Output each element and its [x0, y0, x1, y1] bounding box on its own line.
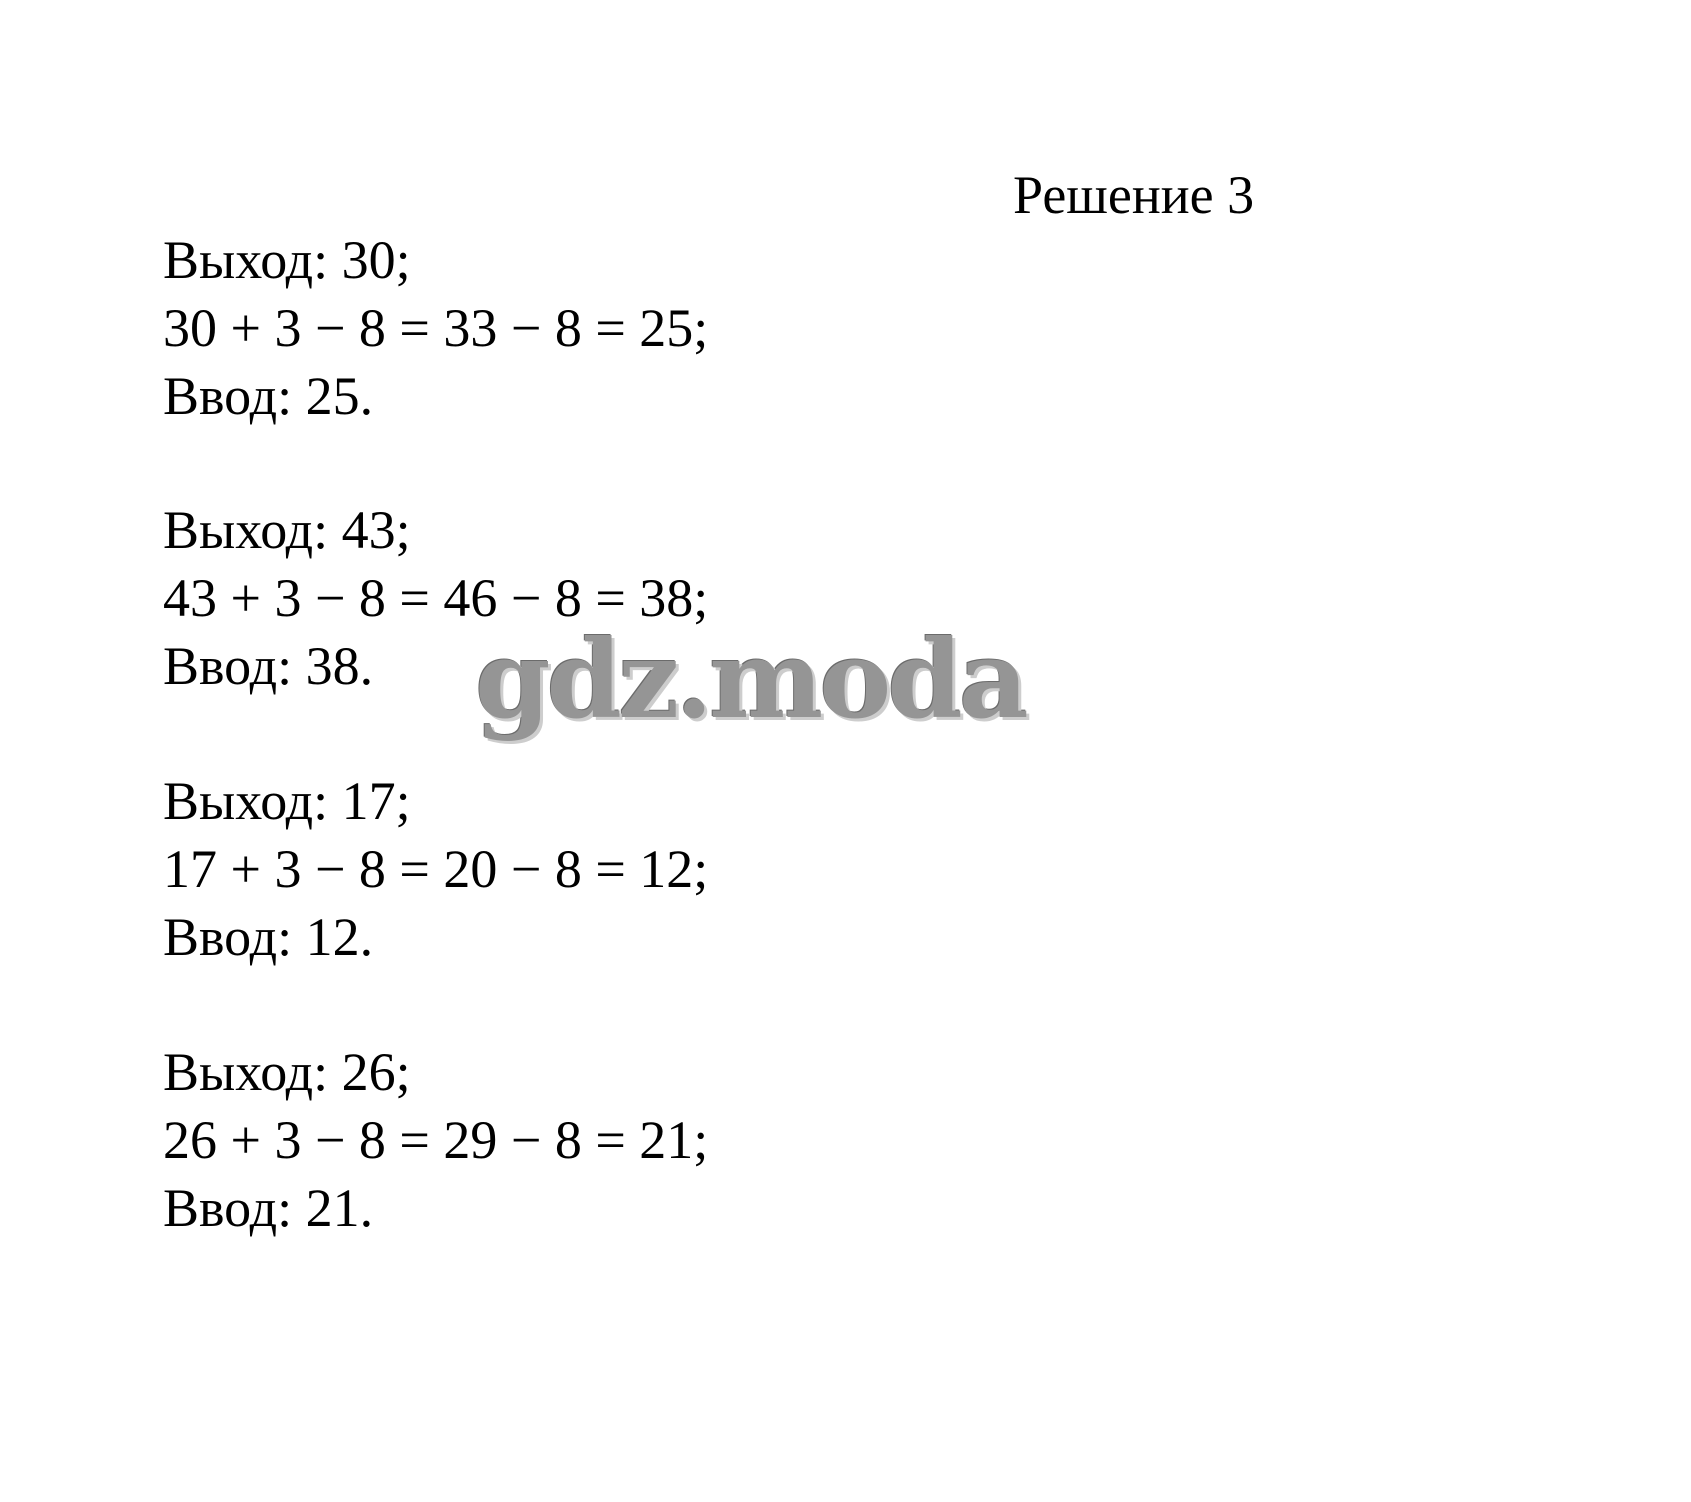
input-line: Ввод: 12. — [163, 907, 374, 967]
output-line: Выход: 43; — [163, 500, 411, 560]
solution-block-4 — [163, 1038, 708, 1242]
output-line: Выход: 26; — [163, 1042, 411, 1102]
solution-block-1 — [163, 226, 708, 430]
equation-line: 17 + 3 − 8 = 20 − 8 = 12; — [163, 839, 709, 899]
input-line: Ввод: 38. — [163, 636, 374, 696]
input-line: Ввод: 25. — [163, 366, 374, 426]
equation-line: 26 + 3 − 8 = 29 − 8 = 21; — [163, 1110, 709, 1170]
watermark: gdz.moda — [475, 617, 1025, 743]
output-line: Выход: 17; — [163, 771, 411, 831]
solution-block-3 — [163, 767, 708, 971]
output-line: Выход: 30; — [163, 230, 411, 290]
equation-line: 30 + 3 − 8 = 33 − 8 = 25; — [163, 298, 709, 358]
input-line: Ввод: 21. — [163, 1178, 374, 1238]
equation-line: 43 + 3 − 8 = 46 − 8 = 38; — [163, 568, 709, 628]
solution-title: Решение 3 — [1013, 165, 1255, 225]
